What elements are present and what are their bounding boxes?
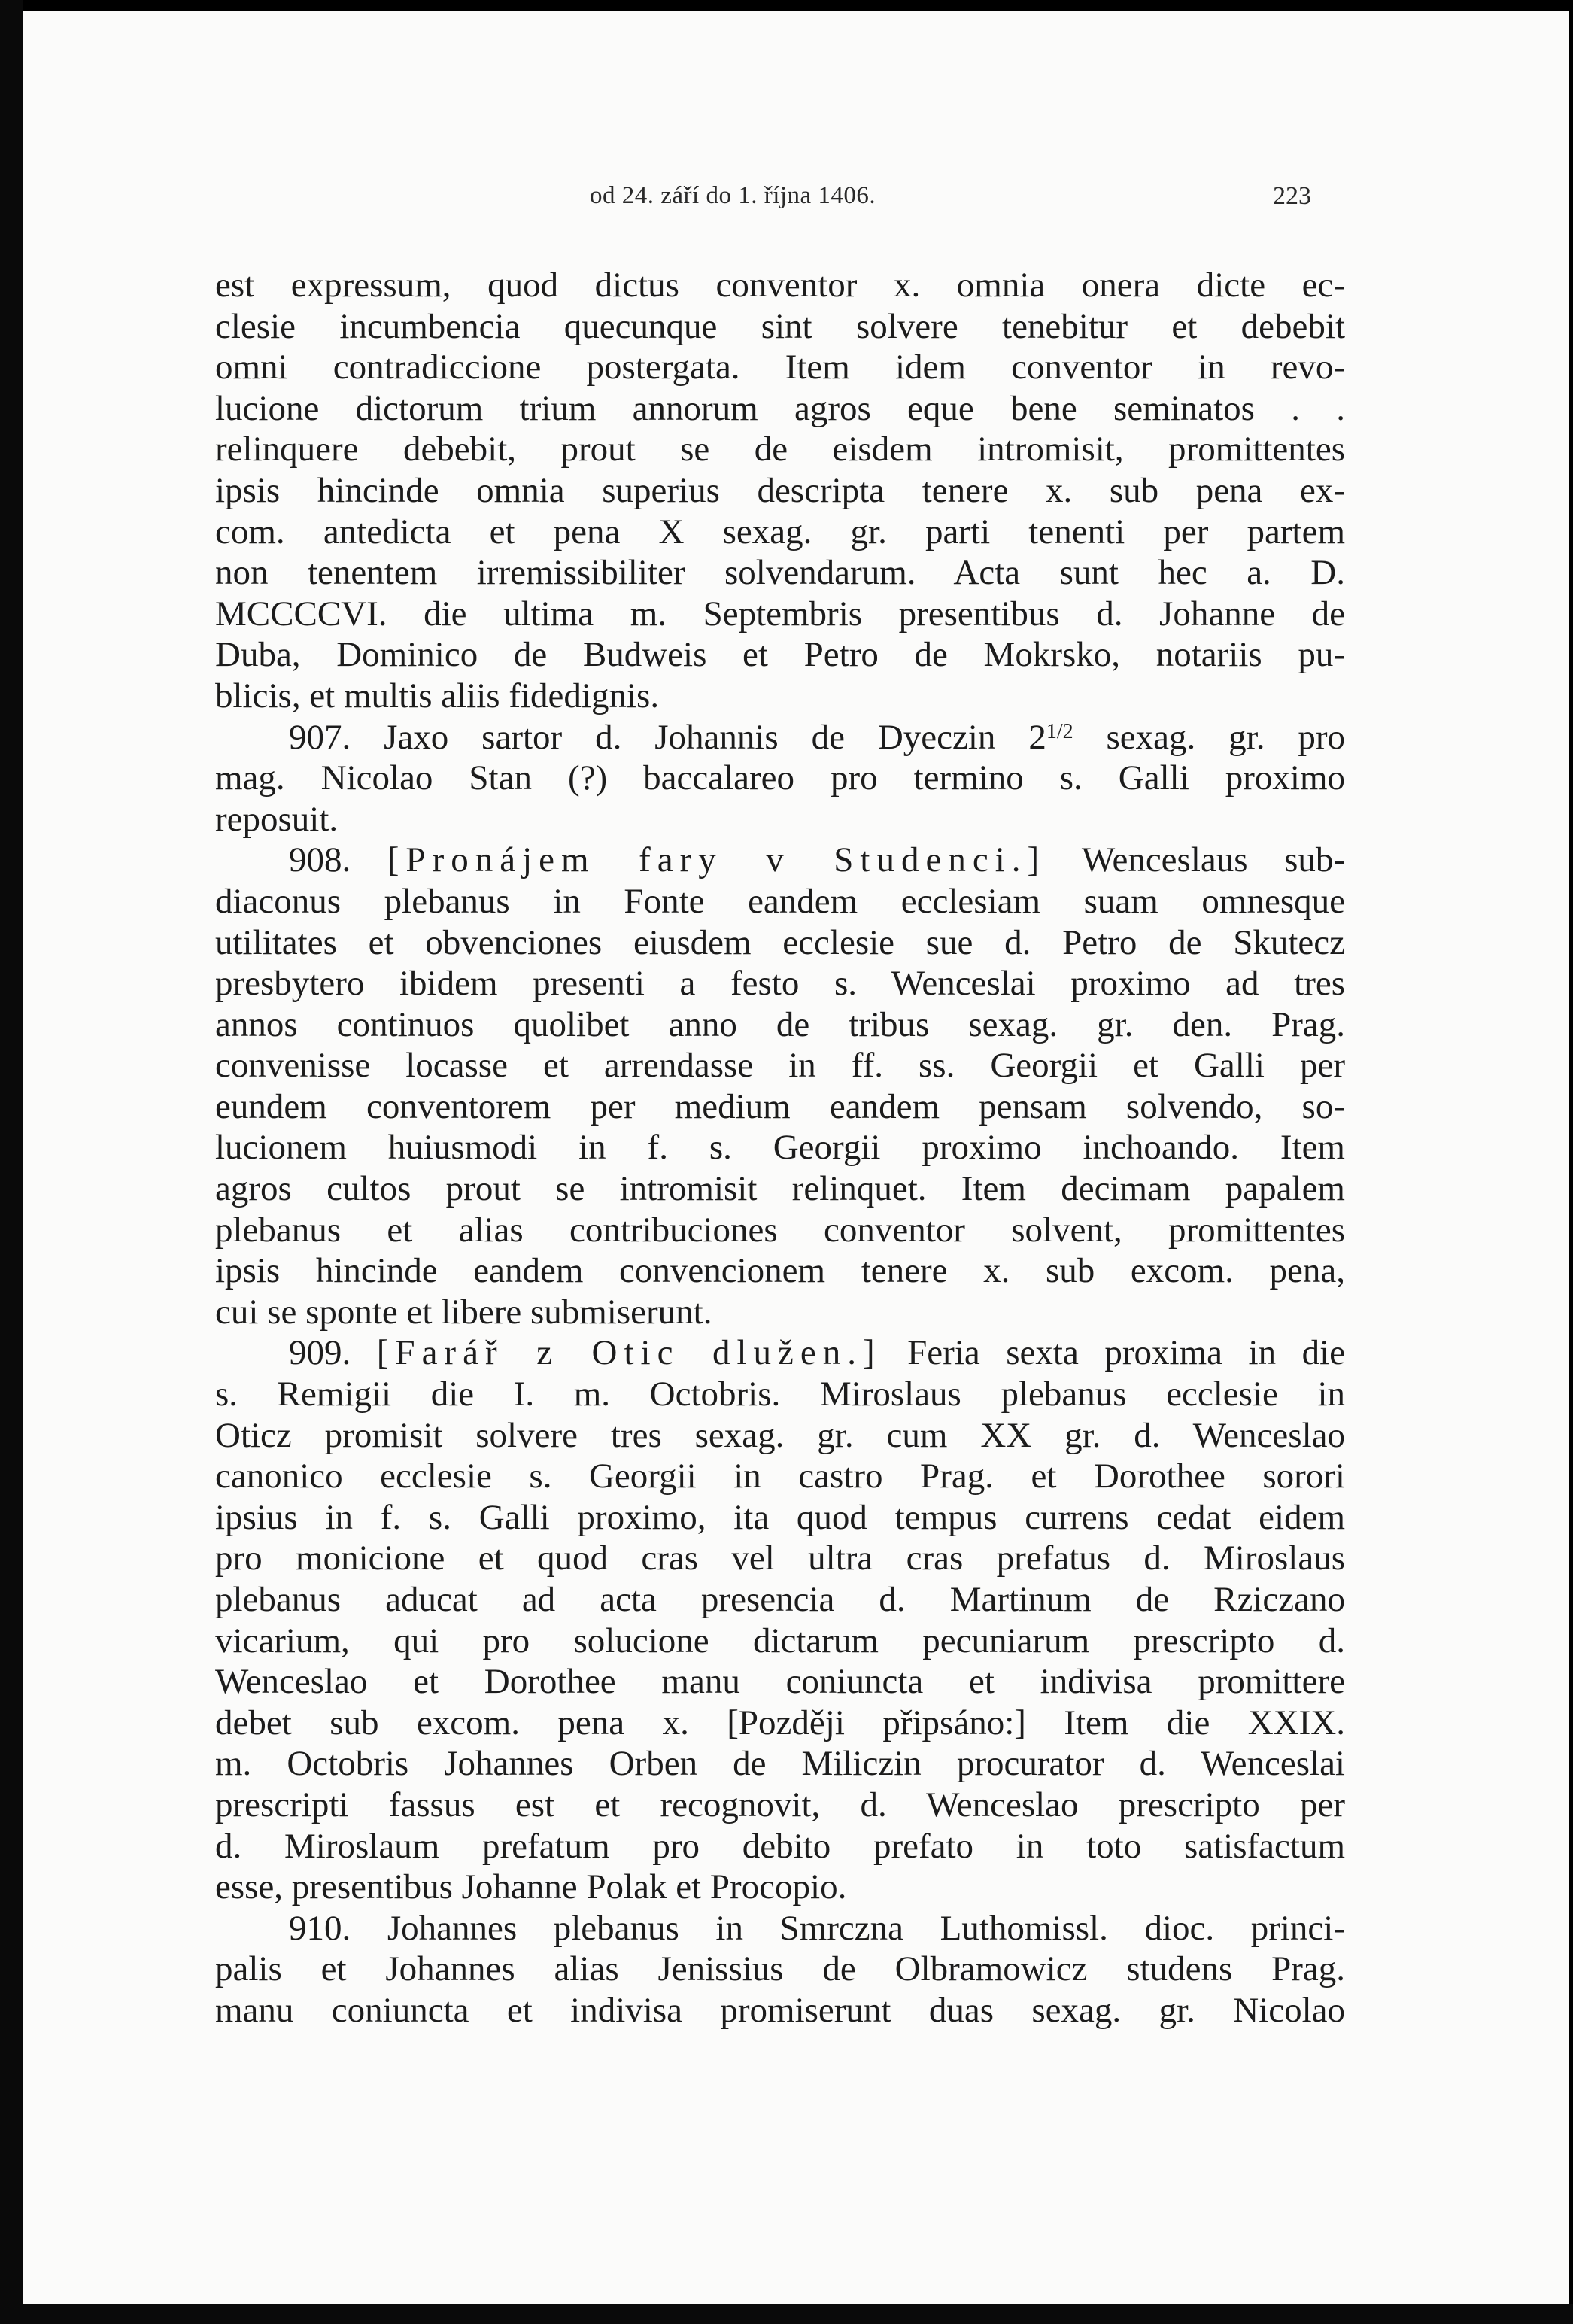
text-line: clesie incumbencia quecunque sint solvere tenebitur et debebit <box>215 306 1345 346</box>
entry-908 <box>215 840 1345 1332</box>
text-line: Oticz promisit solvere tres sexag. gr. cum XX gr. d. Wenceslao <box>215 1415 1345 1455</box>
scan-edge-bottom <box>0 2304 1573 2324</box>
entry-number: 909. <box>289 1333 377 1373</box>
text-line: prescripti fassus est et recognovit, d. Wenceslao prescripto per <box>215 1785 1345 1824</box>
text-line: presbytero ibidem presenti a festo s. Wenceslai proximo ad tres <box>215 964 1345 1004</box>
text-line: d. Miroslaum prefatum pro debito prefato in toto satisfactum <box>215 1826 1345 1866</box>
body-text <box>215 265 1345 2031</box>
paragraph-continuation <box>215 265 1345 717</box>
text-line: est expressum, quod dictus conventor x. omnia onera dicte ec- <box>215 266 1345 305</box>
text-line: lucionem huiusmodi in f. s. Georgii proximo inchoando. Item <box>215 1128 1345 1168</box>
text-line: convenisse locasse et arrendasse in ff. ss. Georgii et Galli per <box>215 1046 1345 1086</box>
text-line: plebanus et alias contribuciones conventor solvent, promittentes <box>215 1210 1345 1250</box>
text-line: annos continuos quolibet anno de tribus sexag. gr. den. Prag. <box>215 1004 1345 1044</box>
entry-first-line <box>215 840 1345 881</box>
text-line: omni contradiccione postergata. Item idem conventor in revo- <box>215 348 1345 387</box>
entry-first-line: 910. Johannes plebanus in Smrczna Luthomissl. dioc. princi- <box>289 1908 1345 1948</box>
entry-909 <box>215 1332 1345 1907</box>
running-head: od 24. září do 1. října 1406. <box>590 182 876 209</box>
text-line: blicis, et multis aliis fidedignis. <box>215 676 660 715</box>
text-line: agros cultos prout se intromisit relinquet. Item decimam papalem <box>215 1169 1345 1209</box>
text-line: ipsius in f. s. Galli proximo, ita quod tempus currens cedat eidem <box>215 1497 1345 1537</box>
entry-910 <box>215 1908 1345 2031</box>
text-line: mag. Nicolao Stan (?) baccalareo pro termino s. Galli proximo <box>215 758 1345 798</box>
entry-heading: [Pronájem fary v Studenci.] <box>387 840 1046 880</box>
text-line: canonico ecclesie s. Georgii in castro Prag. et Dorothee sorori <box>215 1457 1345 1496</box>
entry-907 <box>215 717 1345 840</box>
text-line: debet sub excom. pena x. [Později připsáno:] Item die XXIX. <box>215 1703 1345 1742</box>
entry-heading: [Farář z Otic dlužen.] <box>376 1333 882 1373</box>
entry-text: Wenceslaus sub- <box>1046 840 1346 880</box>
text-line: pro monicione et quod cras vel ultra cras prefatus d. Miroslaus <box>215 1539 1345 1578</box>
text-line: ipsis hincinde omnia superius descripta tenere x. sub pena ex- <box>215 470 1345 510</box>
text-line: diaconus plebanus in Fonte eandem ecclesiam suam omnesque <box>215 881 1345 921</box>
text-line: lucione dictorum trium annorum agros eque bene seminatos . . <box>215 388 1345 428</box>
entry-text: Feria sexta proxima in die <box>881 1333 1346 1373</box>
page-header <box>23 182 1569 217</box>
entry-first-line <box>215 1332 1345 1374</box>
text-line: manu coniuncta et indivisa promiserunt duas sexag. gr. Nicolao <box>215 1990 1345 2030</box>
text-line: m. Octobris Johannes Orben de Miliczin procurator d. Wenceslai <box>215 1744 1345 1784</box>
scan-edge-left <box>0 0 23 2324</box>
fraction: 1/2 <box>1046 719 1073 743</box>
text-line: Duba, Dominico de Budweis et Petro de Mokrsko, notariis pu- <box>215 635 1345 675</box>
text-line: esse, presentibus Johanne Polak et Procopio. <box>215 1867 847 1907</box>
entry-text: sexag. gr. pro <box>1073 717 1345 757</box>
text-line: s. Remigii die I. m. Octobris. Miroslaus plebanus ecclesie in <box>215 1375 1345 1414</box>
text-line: relinquere debebit, prout se de eisdem intromisit, promittentes <box>215 430 1345 469</box>
text-line: palis et Johannes alias Jenissius de Olbramowicz studens Prag. <box>215 1949 1345 1989</box>
text-line: com. antedicta et pena X sexag. gr. parti tenenti per partem <box>215 512 1345 551</box>
book-page <box>23 11 1569 2304</box>
entry-first-line <box>215 717 1345 758</box>
text-line: reposuit. <box>215 799 339 839</box>
entry-text: 907. Jaxo sartor d. Johannis de Dyeczin 2 <box>289 717 1046 757</box>
text-line: utilitates et obvenciones eiusdem ecclesie sue d. Petro de Skutecz <box>215 922 1345 962</box>
text-line: MCCCCVI. die ultima m. Septembris presentibus d. Johanne de <box>215 594 1345 633</box>
text-line: eundem conventorem per medium eandem pensam solvendo, so- <box>215 1086 1345 1126</box>
text-line: plebanus aducat ad acta presencia d. Martinum de Rziczano <box>215 1580 1345 1619</box>
page-number: 223 <box>1273 182 1311 210</box>
entry-number: 908. <box>289 840 387 880</box>
text-line: Wenceslao et Dorothee manu coniuncta et indivisa promittere <box>215 1662 1345 1702</box>
text-line: ipsis hincinde eandem convencionem tenere x. sub excom. pena, <box>215 1251 1345 1291</box>
text-line: vicarium, qui pro solucione dictarum pecuniarum prescripto d. <box>215 1621 1345 1660</box>
text-line: non tenentem irremissibiliter solvendarum. Acta sunt hec a. D. <box>215 553 1345 593</box>
text-line: cui se sponte et libere submiserunt. <box>215 1292 712 1332</box>
